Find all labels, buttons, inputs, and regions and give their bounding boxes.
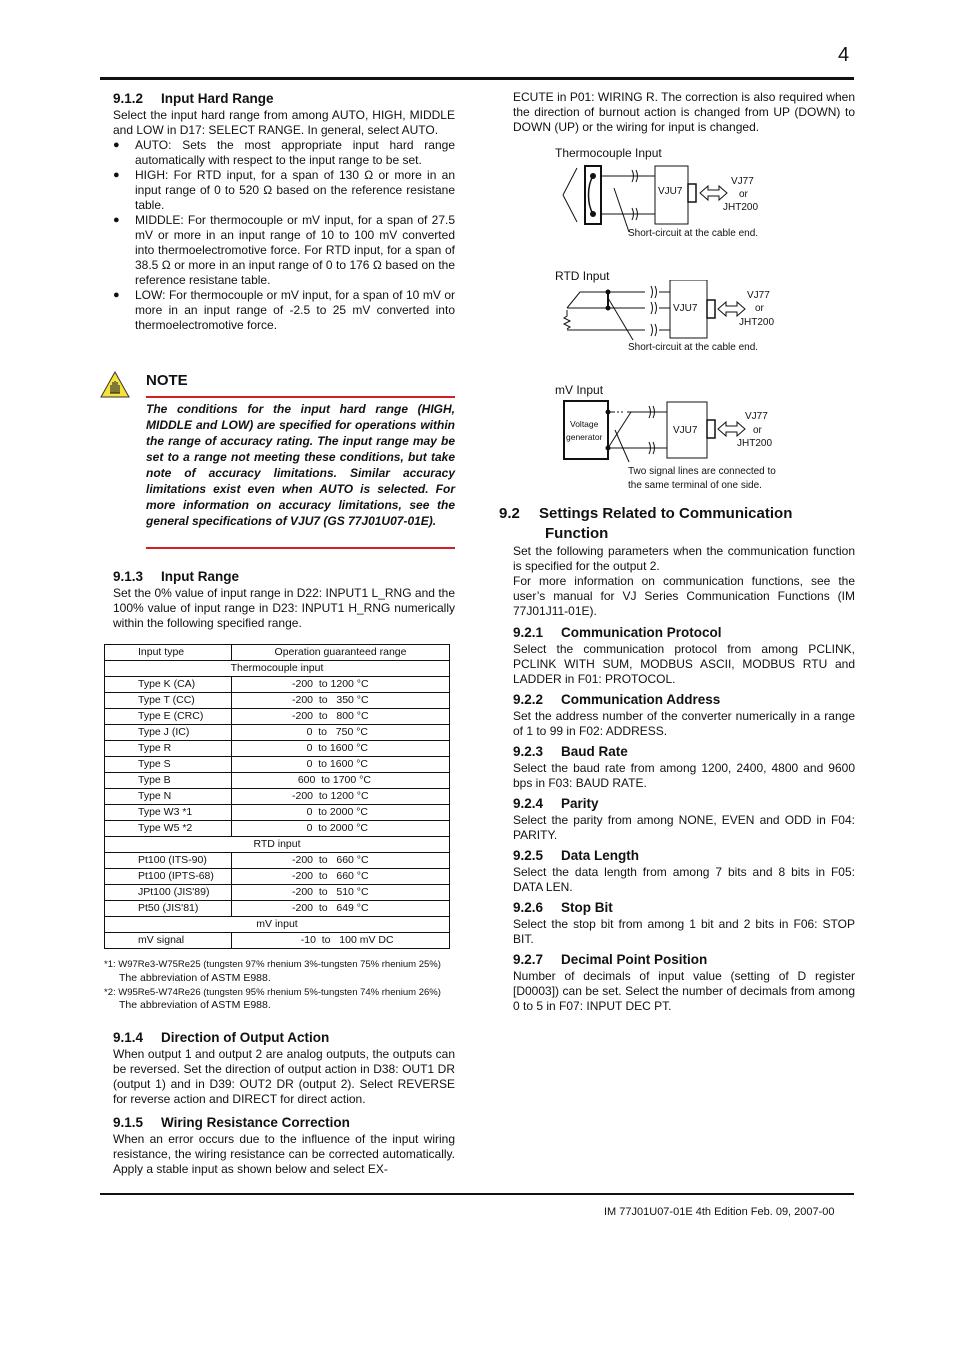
subsection-9-2-1 (513, 624, 855, 687)
mv-alt-2: JHT200 (737, 438, 773, 449)
range-cell: -200 to 800 °C (232, 709, 450, 725)
rtd-alt-1: VJ77 (747, 290, 770, 301)
input-type-cell: Pt100 (IPTS-68) (105, 869, 232, 885)
rtd-alt-2: JHT200 (739, 317, 775, 328)
range-cell: -200 to 660 °C (232, 869, 450, 885)
input-type-cell: Type R (105, 741, 232, 757)
input-type-cell: Type K (CA) (105, 677, 232, 693)
page-number: 4 (838, 44, 850, 66)
table-row (105, 789, 450, 805)
heading-9-1-4: 9.1.4 Direction of Output Action (113, 1030, 330, 1045)
rtd-short-note: Short-circuit at the cable end. (628, 342, 759, 353)
range-cell: -200 to 510 °C (232, 885, 450, 901)
input-type-cell: Type N (105, 789, 232, 805)
footer: IM 77J01U07-01E 4th Edition Feb. 09, 2007-00 (604, 1206, 835, 1218)
input-type-cell: Pt100 (ITS-90) (105, 853, 232, 869)
table-row (105, 821, 450, 837)
range-cell: 600 to 1700 °C (232, 773, 450, 789)
table-group-label: mV input (105, 917, 450, 933)
mv-alt-or: or (753, 425, 762, 436)
footnote-2-abbr: The abbreviation of ASTM E988. (119, 999, 271, 1011)
subsection-heading: 9.2.2 Communication Address (513, 692, 721, 707)
table-row (105, 853, 450, 869)
mv-input-title: mV Input (555, 383, 604, 397)
input-type-cell: Type W5 *2 (105, 821, 232, 837)
s915-body: When an error occurs due to the influence of the input wiring resistance, the wiring resistance can be corrected automatically. Apply a stable input as shown below and select EX- (113, 1132, 455, 1176)
s92-body-2: For more information on communication functions, see the user’s manual for VJ Series Communication Functions (IM 77J01J11-01E). (513, 574, 855, 618)
table-row (105, 741, 450, 757)
range-cell: -200 to 1200 °C (232, 677, 450, 693)
s913-body: Set the 0% value of input range in D22: INPUT1 L_RNG and the 100% value of input range in D23: INPUT1 H_RNG numerically within the following specified range. (113, 586, 455, 630)
note-hand-icon (100, 371, 130, 399)
s92-body-1: Set the following parameters when the communication function is specified for the output 2. (513, 544, 855, 573)
table-row (105, 805, 450, 821)
input-type-cell: JPt100 (JIS'89) (105, 885, 232, 901)
bullet-middle: ● MIDDLE: For thermocouple or mV input, for a span of 27.5 mV or more in an input range of 10 to 100 mV converted into thermoelectromotive force. For RTD input, for a span of 38.5 Ω or more in an input range of 0 to 176 Ω based on the reference resistane table. (113, 213, 455, 288)
input-type-cell: mV signal (105, 933, 232, 949)
input-type-cell: Pt50 (JIS'81) (105, 901, 232, 917)
input-type-cell: Type B (105, 773, 232, 789)
range-cell: -10 to 100 mV DC (232, 933, 450, 949)
table-row (105, 757, 450, 773)
mv-alt-1: VJ77 (745, 411, 768, 422)
range-cell: -200 to 1200 °C (232, 789, 450, 805)
subsection-heading: 9.2.3 Baud Rate (513, 744, 628, 759)
bottom-rule (100, 1193, 854, 1195)
rtd-device-label: VJU7 (673, 303, 698, 314)
range-cell: -200 to 660 °C (232, 853, 450, 869)
subsection-9-2-6 (513, 899, 855, 947)
left-column (113, 90, 455, 333)
heading-9-2-line2: Function (545, 525, 609, 542)
section-9-2 (499, 504, 855, 619)
note-title: NOTE (146, 372, 188, 389)
table-row (105, 885, 450, 901)
tc-alt-1: VJ77 (731, 176, 754, 187)
subsection-body: Number of decimals of input value (setting of D register [D0003]) can be set. Select the number of decimals from among 0 to 5 in F07: INPUT DEC PT. (513, 969, 855, 1013)
subsection-heading: 9.2.5 Data Length (513, 848, 640, 863)
tc-alt-2: JHT200 (723, 202, 759, 213)
table-row (105, 677, 450, 693)
subsection-body: Select the parity from among NONE, EVEN and ODD in F04: PARITY. (513, 813, 855, 842)
input-range-table (104, 644, 450, 949)
subsection-body: Select the data length from among 7 bits and 8 bits in F05: DATA LEN. (513, 865, 855, 894)
input-type-cell: Type E (CRC) (105, 709, 232, 725)
section-9-1-4 (113, 1029, 455, 1107)
subsection-body: Select the stop bit from among 1 bit and 2 bits in F06: STOP BIT. (513, 917, 855, 946)
voltage-generator-label-2: generator (566, 432, 603, 442)
subsection-9-2-4 (513, 795, 855, 843)
heading-9-1-3: 9.1.3 Input Range (113, 569, 239, 584)
table-header-row (105, 645, 450, 661)
footnote-2: *2: W95Re5-W74Re26 (tungsten 95% rhenium 5%-tungsten 74% rhenium 26%) (104, 987, 441, 998)
input-type-cell: Type W3 *1 (105, 805, 232, 821)
heading-9-1-2: 9.1.2 Input Hard Range (113, 91, 274, 106)
section-9-1-5 (113, 1114, 455, 1177)
rtd-alt-or: or (755, 303, 764, 314)
range-cell: 0 to 1600 °C (232, 741, 450, 757)
range-cell: 0 to 750 °C (232, 725, 450, 741)
tc-short-note: Short-circuit at the cable end. (628, 228, 759, 239)
rtd-input-title: RTD Input (555, 269, 610, 283)
table-row (105, 773, 450, 789)
input-type-cell: Type T (CC) (105, 693, 232, 709)
note-bottom-rule (146, 547, 455, 549)
table-group-row (105, 917, 450, 933)
table-row (105, 725, 450, 741)
table-header-cell: Input type (105, 645, 232, 661)
heading-9-2: 9.2 Settings Related to Communication (499, 505, 793, 522)
note-body: The conditions for the input hard range (HIGH, MIDDLE and LOW) are specified for operations within the range of accuracy rating. The input range may be set to a range not meeting these conditions, but take note of accuracy limitations. Similar accuracy limitations exist even when AUTO is selected. For more information on accuracy limitations, see the general specifications of VJU7 (GS 77J01U07-01E). (146, 402, 455, 528)
subsection-body: Set the address number of the converter numerically in a range of 1 to 99 in F02: ADDRESS. (513, 709, 855, 738)
table-row (105, 933, 450, 949)
top-rule (100, 77, 854, 80)
subsection-heading: 9.2.7 Decimal Point Position (513, 952, 708, 967)
bullet-auto: ● AUTO: Sets the most appropriate input hard range automatically with respect to the input range to be set. (113, 138, 455, 168)
table-row (105, 709, 450, 725)
range-cell: 0 to 2000 °C (232, 805, 450, 821)
section-9-1-3 (113, 568, 455, 631)
subsection-body: Select the baud rate from among 1200, 2400, 4800 and 9600 bps in F03: BAUD RATE. (513, 761, 855, 790)
table-row (105, 869, 450, 885)
range-cell: -200 to 350 °C (232, 693, 450, 709)
range-cell: 0 to 1600 °C (232, 757, 450, 773)
communication-subsections (513, 624, 855, 1018)
subsection-heading: 9.2.6 Stop Bit (513, 900, 613, 915)
footnote-1: *1: W97Re3-W75Re25 (tungsten 97% rhenium 3%-tungsten 75% rhenium 25%) (104, 959, 441, 970)
mv-note-2: the same terminal of one side. (628, 480, 762, 491)
tc-alt-or: or (739, 189, 748, 200)
subsection-9-2-5 (513, 847, 855, 895)
s912-intro: Select the input hard range from among AUTO, HIGH, MIDDLE and LOW in D17: SELECT RANGE. In general, select AUTO. (113, 108, 455, 137)
range-cell: -200 to 649 °C (232, 901, 450, 917)
input-type-cell: Type J (IC) (105, 725, 232, 741)
table-group-row (105, 837, 450, 853)
mv-note-1: Two signal lines are connected to (628, 466, 776, 477)
subsection-9-2-2 (513, 691, 855, 739)
voltage-generator-label-1: Voltage (570, 419, 599, 429)
note-top-rule (146, 396, 455, 398)
tc-device-label: VJU7 (658, 186, 683, 197)
thermocouple-wiring-diagram (555, 162, 815, 232)
subsection-9-2-7 (513, 951, 855, 1014)
table-header-cell: Operation guaranteed range (232, 645, 450, 661)
subsection-heading: 9.2.1 Communication Protocol (513, 625, 722, 640)
subsection-9-2-3 (513, 743, 855, 791)
tc-input-title: Thermocouple Input (555, 146, 662, 160)
table-row (105, 693, 450, 709)
table-group-row (105, 661, 450, 677)
heading-9-1-5: 9.1.5 Wiring Resistance Correction (113, 1115, 350, 1130)
input-type-cell: Type S (105, 757, 232, 773)
bullet-high: ● HIGH: For RTD input, for a span of 130 Ω or more in an input range of 0 to 520 Ω based on the reference resistane table. (113, 168, 455, 213)
footnote-1-abbr: The abbreviation of ASTM E988. (119, 972, 271, 984)
table-group-label: Thermocouple input (105, 661, 450, 677)
table-row (105, 901, 450, 917)
subsection-heading: 9.2.4 Parity (513, 796, 599, 811)
subsection-body: Select the communication protocol from among PCLINK, PCLINK WITH SUM, MODBUS ASCII, MODBUS RTU and LADDER in F01: PROTOCOL. (513, 642, 855, 686)
table-group-label: RTD input (105, 837, 450, 853)
wiring-correction-continued: ECUTE in P01: WIRING R. The correction is also required when the direction of burnout action is changed from UP (DOWN) to DOWN (UP) or the wiring for input is changed. (513, 90, 855, 134)
range-cell: 0 to 2000 °C (232, 821, 450, 837)
s914-body: When output 1 and output 2 are analog outputs, the outputs can be reversed. Set the direction of output action in D38: OUT1 DR (output 1) and in D39: OUT2 DR (output 2). Select REVERSE for reverse action and DIRECT for direct action. (113, 1047, 455, 1106)
mv-device-label: VJU7 (673, 425, 698, 436)
bullet-low: ● LOW: For thermocouple or mV input, for a span of 10 mV or more in an input range of -2.5 to 25 mV converted into thermoelectromotive force. (113, 288, 455, 333)
